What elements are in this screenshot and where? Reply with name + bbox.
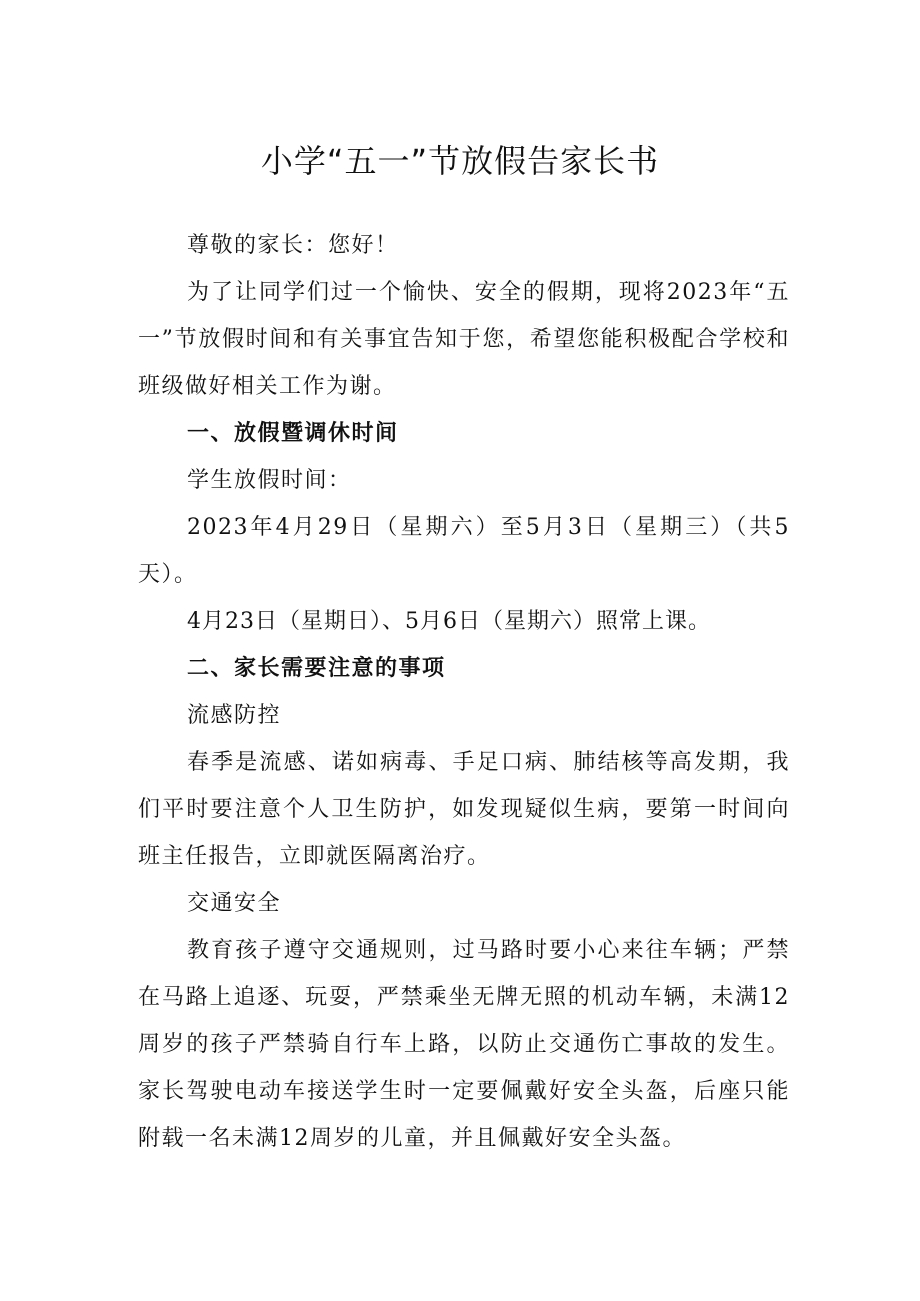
intro-paragraph: 为了让同学们过一个愉快、安全的假期，现将2023年“五一”节放假时间和有关事宜告知于您，希望您能积极配合学校和班级做好相关工作为谢。 <box>138 280 790 399</box>
document-title: 小学“五一”节放假告家长书 <box>260 142 660 180</box>
holiday-time-label: 学生放假时间： <box>187 468 352 493</box>
holiday-dates-paragraph: 2023年4月29日（星期六）至5月3日（星期三）（共5天）。 <box>138 515 790 587</box>
document-body <box>138 222 790 1162</box>
flu-prevention-paragraph: 春季是流感、诺如病毒、手足口病、肺结核等高发期，我们平时要注意个人卫生防护，如发现疑似生病，要第一时间向班主任报告，立即就医隔离治疗。 <box>138 750 790 869</box>
section-heading-parent-notes: 二、家长需要注意的事项 <box>187 656 446 681</box>
greeting-paragraph: 尊敬的家长：您好！ <box>187 233 399 258</box>
section-heading-holiday-schedule: 一、放假暨调休时间 <box>187 421 399 446</box>
traffic-safety-paragraph: 教育孩子遵守交通规则，过马路时要小心来往车辆；严禁在马路上追逐、玩耍，严禁乘坐无牌无照的机动车辆，未满12周岁的孩子严禁骑自行车上路，以防止交通伤亡事故的发生。家长驾驶电动车接送学生时一定要佩戴好安全头盔，后座只能附载一名未满12周岁的儿童，并且佩戴好安全头盔。 <box>138 938 790 1151</box>
subheading-flu-prevention: 流感防控 <box>187 703 282 728</box>
makeup-classes-paragraph: 4月23日（星期日）、5月6日（星期六）照常上课。 <box>187 609 711 634</box>
subheading-traffic-safety: 交通安全 <box>187 891 282 916</box>
